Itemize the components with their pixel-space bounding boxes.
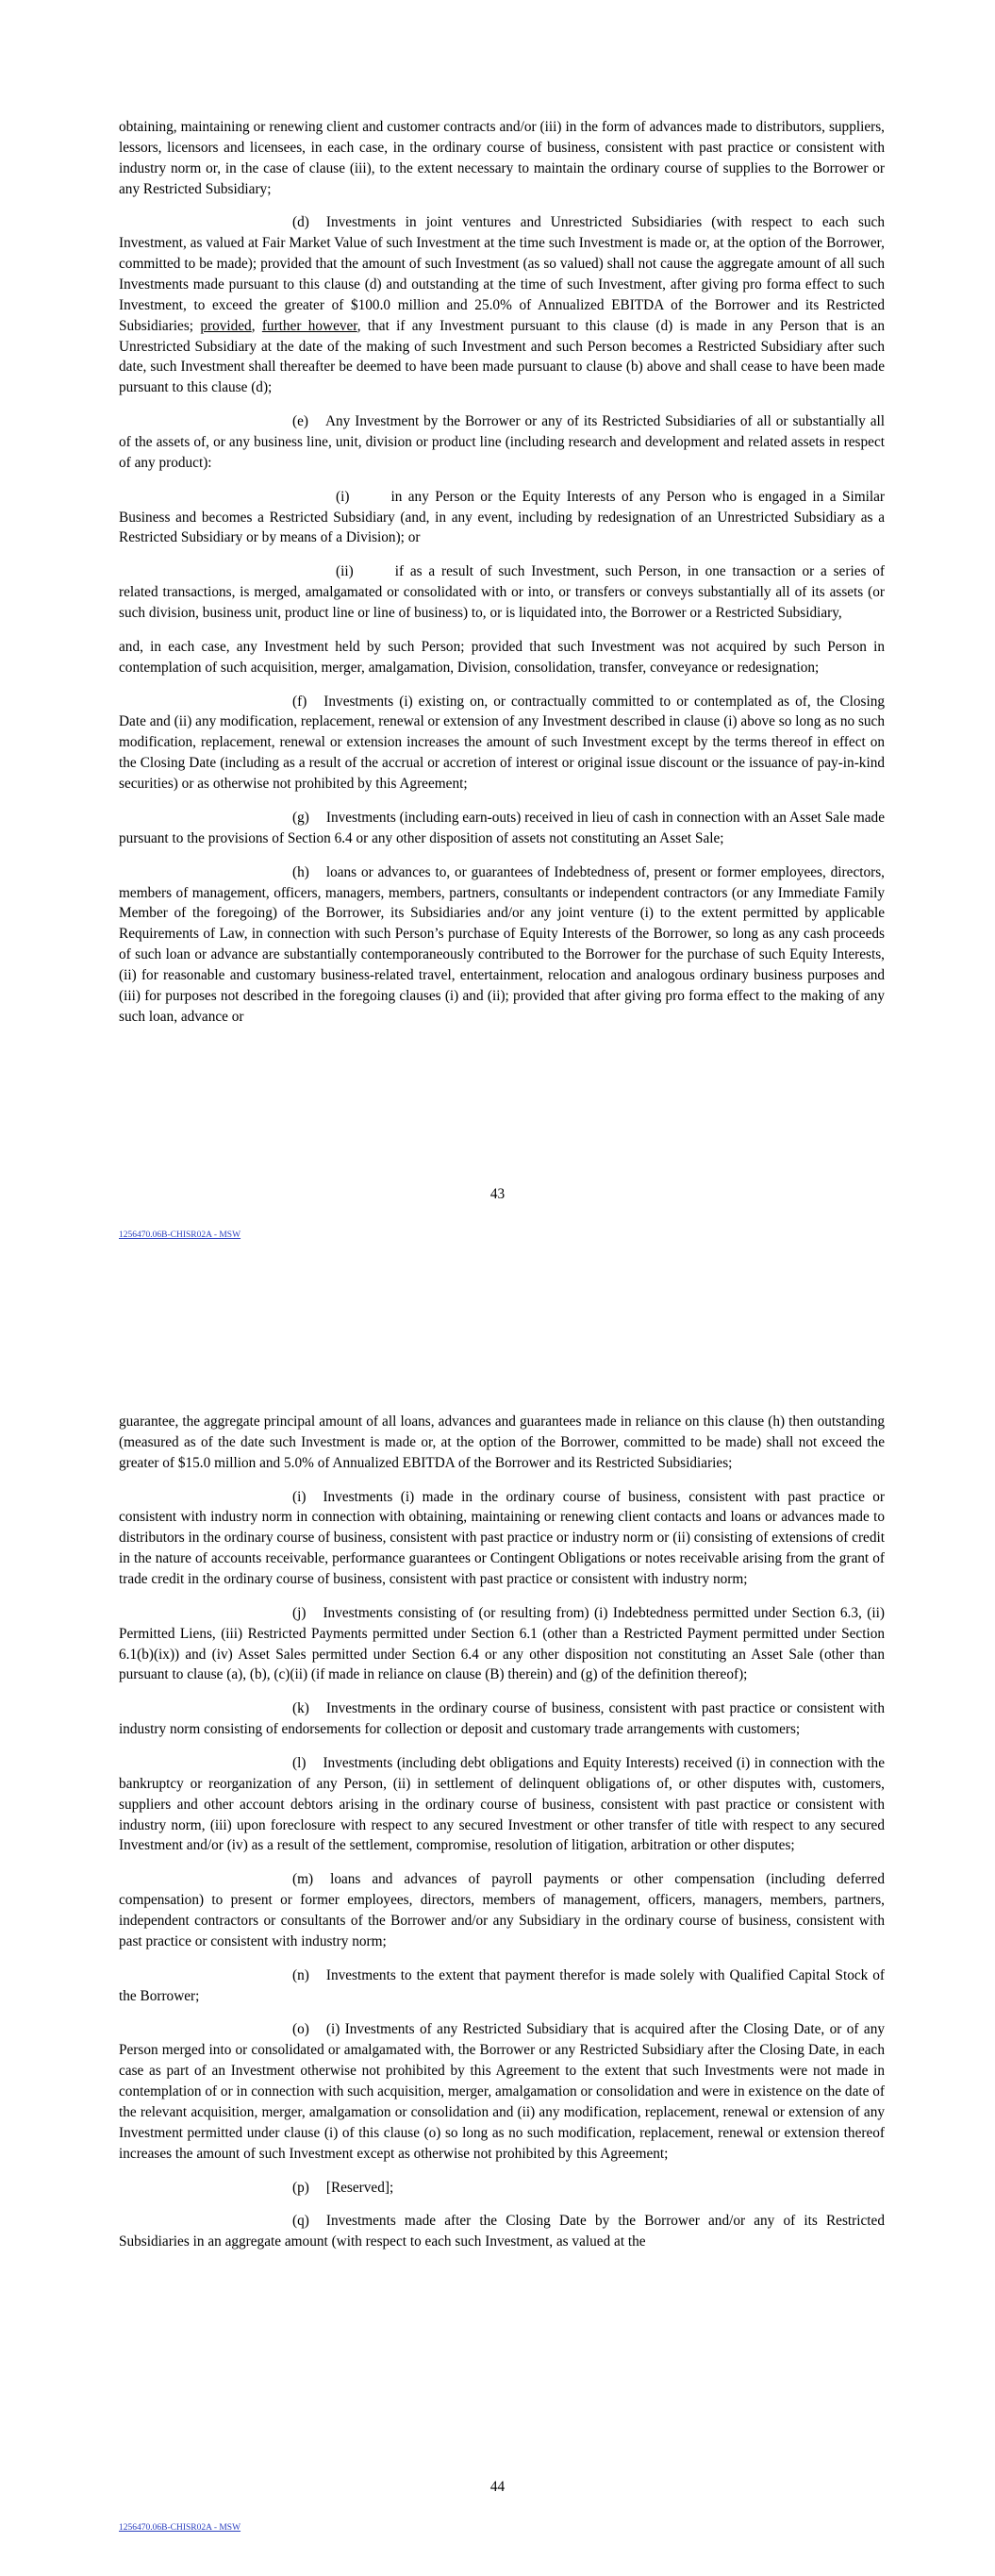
page-body	[119, 1412, 885, 2266]
clause-label: (n)	[292, 1966, 309, 1983]
paragraph-n: (n) Investments to the extent that payment therefor is made solely with Qualified Capital Stock of the Borrower;	[119, 1966, 885, 2004]
page-43	[0, 0, 995, 1283]
paragraph-p: (p) [Reserved];	[292, 2179, 394, 2196]
clause-label: (h)	[292, 863, 309, 880]
paragraph-g: (g) Investments (including earn-outs) received in lieu of cash in connection with an Asset Sale made pursuant to the provisions of Section 6.4 or any other disposition of assets not constituting an Asset Sale;	[119, 809, 886, 846]
page-44	[0, 1368, 995, 2576]
paragraph-l: (l) Investments (including debt obligations and Equity Interests) received (i) in connection with the bankruptcy or reorganization of any Person, (ii) in settlement of delinquent obligations of, or other disputes with, customers, suppliers and other account debtors arising in the ordinary course of business, consistent with past practice or consistent with industry norm, (iii) upon foreclosure with respect to any secured Investment or other transfer of title with respect to any secured Investment and/or (iv) as a result of the settlement, compromise, resolution of litigation, arbitration or other disputes;	[119, 1755, 885, 1854]
paragraph-i: (i) Investments (i) made in the ordinary course of business, consistent with past practice or consistent with industry norm in connection with obtaining, maintaining or renewing client contacts and loans or advances made to distributors in the ordinary course of business, consistent with past practice or industry norm or (ii) consisting of extensions of credit in the nature of accounts receivable, performance guarantees or Contingent Obligations or notes receivable arising from the grant of trade credit in the ordinary course of business, consistent with past practice or consistent with industry norm;	[119, 1488, 885, 1588]
paragraph-continuation: guarantee, the aggregate principal amount of all loans, advances and guarantees made in reliance on this clause (h) then outstanding (measured as of the date such Investment is made or, at the option of the Borrower, committed to be made) shall not exceed the greater of $15.0 million and 5.0% of Annualized EBITDA of the Borrower and its Restricted Subsidiaries;	[119, 1413, 885, 1471]
page-number: 43	[489, 1186, 506, 1202]
paragraph-e-i: (i) in any Person or the Equity Interests of any Person who is engaged in a Similar Business and becomes a Restricted Subsidiary (and, in any event, including by redesignation of an Unrestricted Subsidiary as a Restricted Subsidiary or by means of a Division); or	[119, 488, 885, 546]
paragraph-o: (o) (i) Investments of any Restricted Subsidiary that is acquired after the Closing Date, or of any Person merged into or consolidated or amalgamated with, the Borrower or any Restricted Subsidiary after the Closing Date, in each case as part of an Investment otherwise not prohibited by this Agreement to the extent that such Investments were not made in contemplation of or in connection with such acquisition, merger, amalgamation or consolidation and were in existence on the date of the relevant acquisition, merger, amalgamation or consolidation and (ii) any modification, replacement, renewal or extension of any Investment permitted under clause (i) of this clause (o) so long as no such modification, replacement, renewal or extension thereof increases the amount of such Investment except as otherwise not prohibited by this Agreement;	[119, 2021, 885, 2162]
paragraph-q: (q) Investments made after the Closing Date by the Borrower and/or any of its Restricted Subsidiaries in an aggregate amount (with respect to each such Investment, as valued at the	[119, 2213, 885, 2250]
clause-label: (o)	[292, 2021, 309, 2038]
further-however-term: further however	[261, 317, 357, 334]
clause-label: (k)	[292, 1700, 309, 1717]
page-number: 44	[489, 2479, 506, 2495]
paragraph-m: (m) loans and advances of payroll payments or other compensation (including deferred compensation) to present or former employees, directors, members of management, officers, managers, members, partners, independent contractors or consultants of the Borrower and/or any Subsidiary in the ordinary course of business, consistent with past practice or consistent with industry norm;	[119, 1871, 885, 1949]
clause-label: (m)	[292, 1871, 314, 1888]
clause-label: (ii)	[336, 563, 354, 580]
page-body	[119, 117, 885, 1041]
clause-label: (p)	[292, 2179, 309, 2196]
clause-label: (i)	[336, 488, 350, 505]
clause-label: (i)	[292, 1488, 307, 1505]
clause-label: (q)	[292, 2213, 309, 2230]
paragraph-j: (j) Investments consisting of (or resulting from) (i) Indebtedness permitted under Section 6.3, (ii) Permitted Liens, (iii) Restricted Payments permitted under Section 6.1 (other than a Restricted Payment permitted under Section 6.1(b)(ix)) and (iv) Asset Sales permitted under Section 6.4 or any other disposition not constituting an Asset Sale (other than pursuant to clause (a), (b), (c)(ii) (if made in reliance on clause (B) therein) and (g) of the definition thereof);	[119, 1604, 885, 1683]
document-id-link[interactable]: 1256470.06B-CHISR02A - MSW	[119, 2523, 241, 2533]
paragraph-d: (d) Investments in joint ventures and Unrestricted Subsidiaries (with respect to each such Investment, as valued at Fair Market Value of such Investment at the time such Investment is made or, at the option of the Borrower, committed to be made); provided that the amount of such Investment (as so valued) shall not cause the aggregate amount of all such Investments made pursuant to this clause (d) and outstanding at the time of such Investment, after giving pro forma effect to such Investment, to exceed the greater of $100.0 million and 25.0% of Annualized EBITDA of the Borrower and its Restricted Subsidiaries; provided, further however, that if any Investment pursuant to this clause (d) is made in any Person that is an Unrestricted Subsidiary at the date of the making of such Investment and such Person becomes a Restricted Subsidiary after such date, such Investment shall thereafter be deemed to have been made pursuant to clause (b) above and shall cease to have been made pursuant to this clause (d);	[119, 214, 885, 396]
paragraph-h: (h) loans or advances to, or guarantees of Indebtedness of, present or former employees, directors, members of management, officers, managers, members, partners, consultants or independent contractors (or any Immediate Family Member of the foregoing) of the Borrower, its Subsidiaries and/or any joint venture (i) to the extent permitted by applicable Requirements of Law, in connection with such Person’s purchase of Equity Interests of the Borrower, so long as any cash proceeds of such loan or advance are substantially contemporaneously contributed to the Borrower for the purchase of such Equity Interests, (ii) for reasonable and customary business-related travel, entertainment, relocation and analogous ordinary business purposes and (iii) for purposes not described in the foregoing clauses (i) and (ii); provided that after giving pro forma effect to the making of any such loan, advance or	[119, 863, 885, 1025]
clause-label: (g)	[292, 809, 309, 826]
clause-label: (f)	[292, 693, 307, 710]
clause-label: (j)	[292, 1604, 307, 1621]
paragraph-f: (f) Investments (i) existing on, or contractually committed to or contemplated as of, the Closing Date and (ii) any modification, replacement, renewal or extension of any Investment described in clause (i) above so long as no such modification, replacement, renewal or extension increases the amount of such Investment except by the terms thereof in effect on the Closing Date (including as a result of the accrual or accretion of interest or original issue discount or the issuance of pay-in-kind securities) or as otherwise not prohibited by this Agreement;	[119, 693, 885, 793]
clause-label: (d)	[292, 214, 309, 231]
paragraph-e: (e) Any Investment by the Borrower or any of its Restricted Subsidiaries of all or substantially all of the assets of, or any business line, unit, division or product line (including research and development and related assets in respect of any product):	[119, 413, 885, 471]
paragraph-e-ii: (ii) if as a result of such Investment, such Person, in one transaction or a series of related transactions, is merged, amalgamated or consolidated with or into, or transfers or conveys substantially all of its assets (or such division, business unit, product line or line of business) to, or is liquidated into, the Borrower or a Restricted Subsidiary,	[119, 563, 885, 622]
paragraph-k: (k) Investments in the ordinary course of business, consistent with past practice or consistent with industry norm consisting of endorsements for collection or deposit and customary trade arrangements with customers;	[119, 1700, 885, 1738]
paragraph-continuation: obtaining, maintaining or renewing client and customer contracts and/or (iii) in the form of advances made to distributors, suppliers, lessors, licensors and licensees, in each case, in the ordinary course of business, consistent with past practice or consistent with industry norm or, in the case of clause (iii), to the extent necessary to maintain the ordinary course of supplies to the Borrower or any Restricted Subsidiary;	[119, 119, 885, 197]
document-id-link[interactable]: 1256470.06B-CHISR02A - MSW	[119, 1230, 241, 1240]
clause-label: (e)	[292, 413, 308, 430]
paragraph-e-tail: and, in each case, any Investment held by such Person; provided that such Investment was not acquired by such Person in contemplation of such acquisition, merger, amalgamation, Division, consolidation, transfer, conveyance or redesignation;	[119, 638, 885, 676]
clause-label: (l)	[292, 1755, 307, 1772]
provided-term: provided	[200, 317, 252, 334]
